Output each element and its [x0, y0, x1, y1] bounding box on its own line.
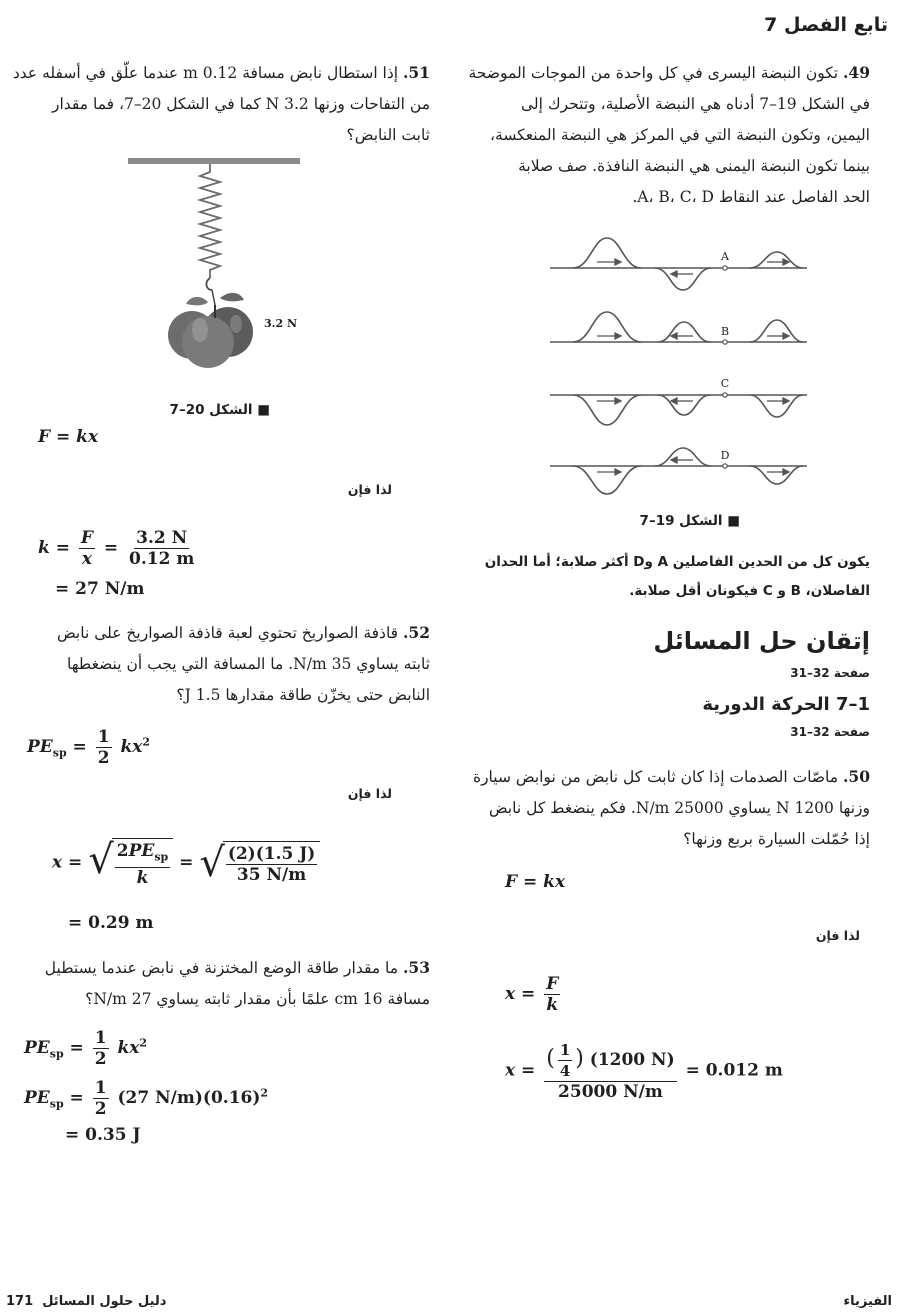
arrow-right-icon — [783, 259, 789, 265]
figure-7-19-caption: ■ الشكل 19–7 — [639, 513, 740, 529]
point-label-b: B — [720, 325, 730, 338]
page-number: 171 — [6, 1294, 34, 1309]
incident-pulse — [573, 238, 641, 268]
question-number: 51. — [403, 63, 430, 82]
chapter-header-number: 7 — [764, 14, 778, 36]
incident-pulse — [573, 395, 641, 425]
question-number: 53. — [403, 958, 430, 977]
question-line: بينما تكون النبضة اليمنى هي النبضة النافذة. صف صلابة — [518, 157, 870, 175]
therefore-label: لذا فإن — [347, 786, 392, 801]
arrow-right-icon — [615, 469, 621, 475]
equation-52-x: x = √ $\frac{2PE_{sp}}{k}$ = √ $\frac{(2)(1.5 J)}{35 N/m}$ — [52, 838, 320, 888]
question-number: 49. — [843, 63, 870, 82]
therefore-label: لذا فإن — [815, 928, 860, 943]
question-53 — [2, 952, 430, 1015]
arrow-left-icon — [671, 457, 677, 463]
therefore-label: لذا فإن — [347, 482, 392, 497]
question-line: ثابت النابض؟ — [346, 126, 430, 144]
question-line: وزنها 1200 N يساوي 25000 N/m. فكم ينضغط كل نابض — [488, 799, 870, 817]
ceiling-bar — [128, 158, 300, 164]
question-line: 50. ماصّات الصدمات إذا كان ثابت كل نابض من نوابض سيارة — [472, 767, 870, 786]
equation-hooke: F = kx — [505, 872, 566, 892]
transmitted-pulse — [750, 466, 803, 484]
question-line: في الشكل 19–7 أدناه هي النبضة الأصلية، وتتحرك إلى — [520, 95, 870, 113]
transmitted-pulse — [750, 252, 803, 268]
transmitted-pulse — [750, 320, 803, 342]
question-number: 50. — [843, 767, 870, 786]
answer-49: يكون كل من الحدين الفاصلين A وD أكثر صلابة؛ أما الحدان الفاصلان، B و C فيكونان أقل صلابة. — [484, 554, 870, 599]
equation-51-result: = 27 N/m — [55, 579, 145, 599]
transmitted-pulse — [750, 395, 803, 417]
question-line: 52. قاذفة الصواريخ تحتوي لعبة قاذفة الصواريخ على نابض — [56, 623, 430, 642]
question-51 — [2, 57, 430, 151]
boundary-point — [723, 340, 727, 344]
figure-7-20-spring-apples — [120, 150, 320, 375]
question-line: إذا حُمّلت السيارة بربع وزنها؟ — [683, 830, 870, 848]
arrow-right-icon — [615, 259, 621, 265]
equation-51-k: k = $\frac{F}{x}$ = $\frac{3.2 N}{0.12 m}$ — [38, 528, 195, 569]
spring-coil — [200, 164, 220, 278]
equation-spring-pe: $PE_{sp}$ = $\frac{1}{2}$ $kx^2$ — [27, 727, 151, 768]
reflected-pulse — [658, 395, 710, 415]
equation-53-values: $PE_{sp}$ = $\frac{1}{2}$ (27 $N/m)(0.16)^2$ — [24, 1078, 269, 1119]
page-reference: صفحة 32–31 — [790, 725, 870, 739]
subsection-title: 1–7 الحركة الدورية — [702, 694, 870, 715]
point-label-d: D — [720, 449, 730, 462]
question-line: من التفاحات وزنها 3.2 N كما في الشكل 20–7، فما مقدار — [51, 95, 430, 113]
footer-subject: الفيزياء — [843, 1294, 892, 1309]
point-label-c: C — [720, 377, 730, 390]
equation-50-result: x = ( $\frac{1}{4}$ ) (1200 N) 25000 N/m = 0.012 m — [505, 1041, 783, 1102]
arrow-right-icon — [615, 398, 621, 404]
arrow-left-icon — [671, 271, 677, 277]
arrow-right-icon — [783, 398, 789, 404]
reflected-pulse — [655, 448, 711, 466]
point-label-a: A — [721, 250, 729, 263]
boundary-point — [723, 393, 727, 397]
chapter-header-title: تابع الفصل — [784, 14, 888, 36]
spring-hook — [206, 278, 212, 290]
reflected-pulse — [658, 322, 710, 342]
figure-7-20-caption: ■ الشكل 20–7 — [169, 402, 270, 418]
boundary-point — [723, 464, 727, 468]
arrow-right-icon — [783, 333, 789, 339]
arrow-right-icon — [783, 469, 789, 475]
equation-x-over-k: x = $\frac{F}{k}$ — [505, 974, 559, 1015]
reflected-pulse — [655, 268, 711, 290]
page-reference: صفحة 32–31 — [790, 666, 870, 680]
equation-52-result: = 0.29 m — [68, 913, 154, 933]
equation-hooke: F = kx — [38, 427, 99, 447]
caption-bullet: ■ — [727, 513, 740, 529]
footer-left — [6, 1294, 166, 1309]
question-52 — [2, 617, 430, 711]
question-line: 49. تكون النبضة اليسرى في كل واحدة من الموجات الموضحة — [468, 63, 870, 82]
question-line: الحد الفاصل عند النقاط A، B، C، D. — [632, 188, 870, 206]
incident-pulse — [573, 312, 641, 342]
section-title: إتقان حل المسائل — [653, 627, 870, 655]
question-line: مسافة 16 cm علمًا بأن مقدار ثابته يساوي 27 N/m؟ — [85, 990, 430, 1008]
equation-53-result: = 0.35 J — [65, 1125, 141, 1145]
arrow-left-icon — [671, 398, 677, 404]
arrow-left-icon — [671, 333, 677, 339]
figure-7-19-wave-pulses — [545, 230, 810, 500]
caption-bullet: ■ — [257, 402, 270, 418]
boundary-point — [723, 266, 727, 270]
equation-spring-pe: $PE_{sp}$ = $\frac{1}{2}$ $kx^2$ — [24, 1028, 148, 1069]
question-50 — [450, 761, 870, 855]
question-line: 53. ما مقدار طاقة الوضع المختزنة في نابض عندما يستطيل — [44, 958, 430, 977]
apples — [168, 293, 253, 368]
question-line: 51. إذا استطال نابض مسافة 0.12 m عندما علّق في أسفله عدد — [12, 63, 430, 82]
incident-pulse — [573, 466, 641, 494]
question-number: 52. — [403, 623, 430, 642]
question-line: اليمين، وتكون النبضة التي في المركز هي النبضة المنعكسة، — [490, 126, 870, 144]
question-line: النابض حتى يخزّن طاقة مقدارها 1.5 J؟ — [176, 686, 430, 704]
arrow-right-icon — [615, 333, 621, 339]
question-49 — [450, 57, 870, 213]
question-line: ثابته يساوي 35 N/m. ما المسافة التي يجب أن ينضغطها — [67, 655, 430, 673]
weight-label: 3.2 N — [264, 317, 298, 330]
footer-book-title: دليل حلول المسائل — [42, 1294, 167, 1309]
chapter-header — [764, 14, 888, 36]
